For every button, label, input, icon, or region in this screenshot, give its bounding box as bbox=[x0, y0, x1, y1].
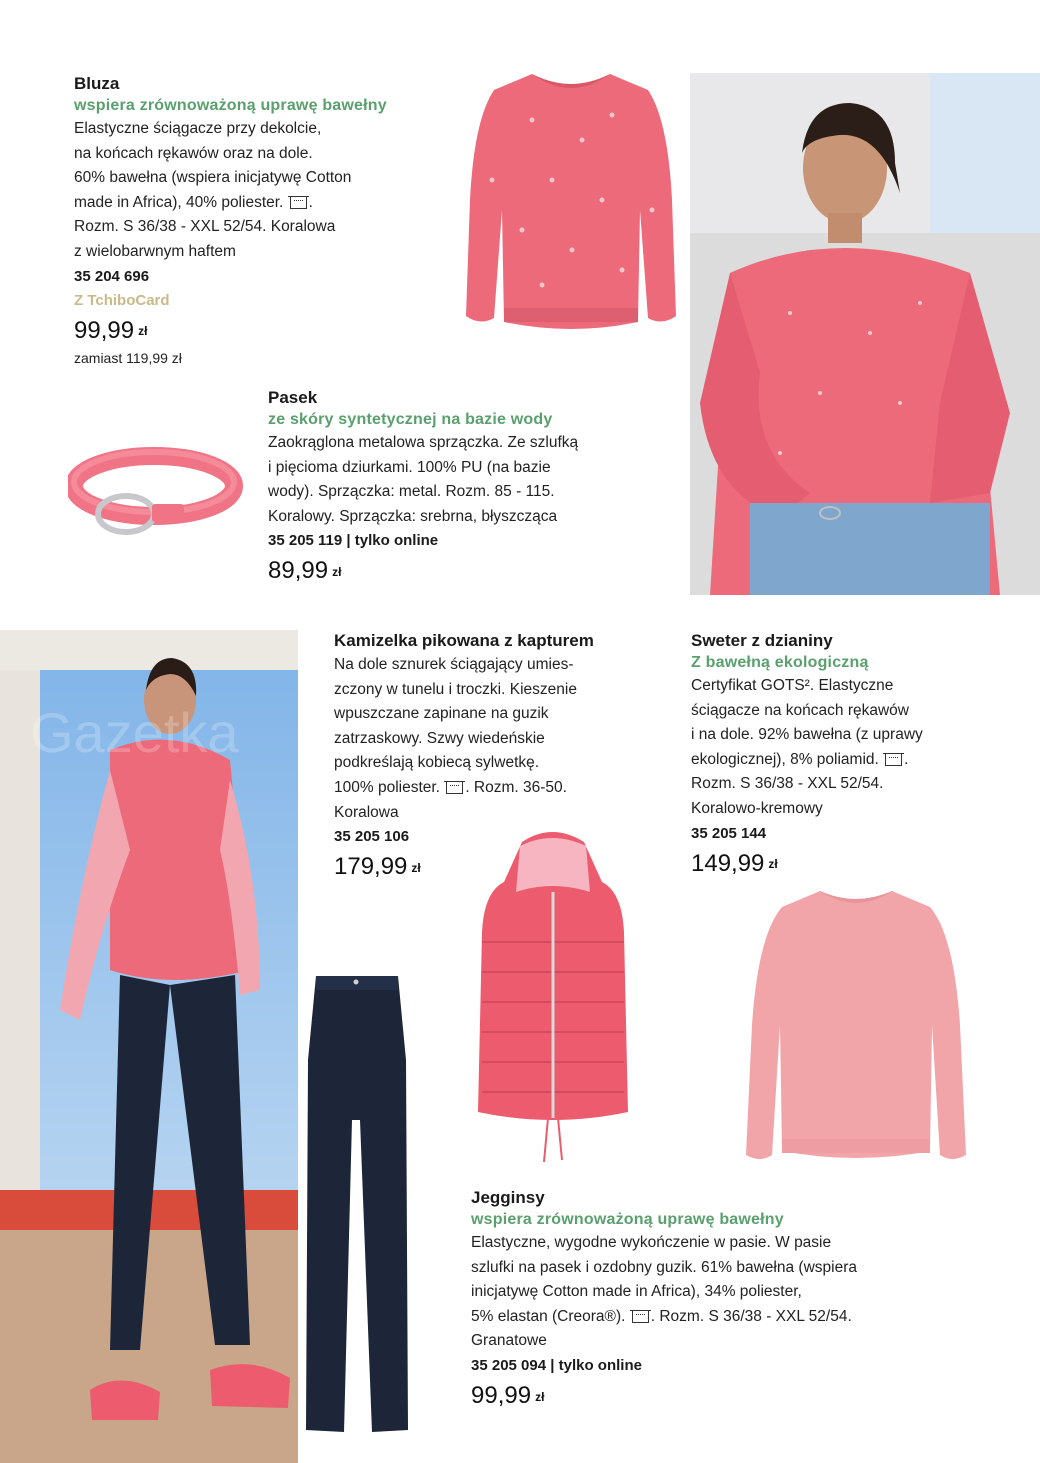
vest-image bbox=[472, 822, 634, 1172]
tchibocard-label: Z TchiboCard bbox=[74, 291, 170, 309]
article-number: 35 205 106 bbox=[334, 828, 410, 846]
product-description: Certyfikat GOTS². Elastyczne ściągacze na końcach rękawów i na dole. 92% bawełna (z uprawy ekologicznej), 8% poliamid. . Rozm. S 36/38 - XXL 52/54. Koralowo-kremowy bbox=[691, 677, 923, 817]
article-number: 35 205 119 | tylko online bbox=[268, 532, 439, 550]
product-subtitle: Z bawełną ekologiczną bbox=[691, 654, 869, 671]
product-title: Kamizelka pikowana z kapturem bbox=[334, 631, 594, 650]
wash-icon bbox=[290, 196, 307, 209]
product-jegginsy bbox=[471, 1187, 991, 1413]
price: 179,99 zł bbox=[334, 853, 421, 881]
sweatshirt-image bbox=[462, 60, 680, 342]
product-title: Sweter z dzianiny bbox=[691, 631, 833, 650]
watermark-text: Gazetka bbox=[30, 701, 239, 764]
article-number: 35 204 696 bbox=[74, 267, 150, 285]
product-pasek bbox=[268, 387, 668, 588]
article-number: 35 205 094 | tylko online bbox=[471, 1356, 642, 1374]
product-description: Elastyczne ściągacze przy dekolcie, na końcach rękawów oraz na dole. 60% bawełna (wspiera inicjatywę Cotton made in Africa), 40% poliester. . Rozm. S 36/38 - XXL 52/54. Koralowa z wielobarwnym haftem bbox=[74, 120, 352, 260]
price: 149,99 zł bbox=[691, 849, 778, 877]
product-subtitle: wspiera zrównoważoną uprawę bawełny bbox=[74, 97, 387, 114]
wash-icon bbox=[446, 781, 463, 794]
product-bluza bbox=[74, 73, 464, 369]
price: 89,99 zł bbox=[268, 557, 342, 585]
product-description: Na dole sznurek ściągający umies- zczony w tunelu i troczki. Kieszenie wpuszczane zapinane na guzik zatrzaskowy. Szwy wiedeńskie podkreślają kobiecą sylwetkę. 100% poliester. . Rozm. 36-50. Koralowa bbox=[334, 656, 577, 821]
product-description: Elastyczne, wygodne wykończenie w pasie. W pasie szlufki na pasek i ozdobny guzik. 61% bawełna (wspiera inicjatywę Cotton made in Africa), 34% poliester, 5% elastan (Creora®). . Rozm. S 36/38 - XXL 52/54. Granatowe bbox=[471, 1234, 857, 1350]
wash-icon bbox=[632, 1310, 649, 1323]
product-title: Bluza bbox=[74, 74, 120, 93]
article-number: 35 205 144 bbox=[691, 824, 767, 842]
product-subtitle: wspiera zrównoważoną uprawę bawełny bbox=[471, 1211, 784, 1228]
model-vest-photo bbox=[0, 630, 298, 1463]
product-description: Zaokrąglona metalowa sprzączka. Ze szlufką i pięcioma dziurkami. 100% PU (na bazie wody). Sprzączka: metal. Rozm. 85 - 115. Koralowy. Sprzączka: srebrna, błyszcząca bbox=[268, 434, 579, 525]
price: 99,99 zł bbox=[471, 1381, 545, 1409]
sweater-image bbox=[740, 885, 972, 1175]
belt-image bbox=[68, 440, 244, 548]
product-title: Jegginsy bbox=[471, 1188, 545, 1207]
product-title: Pasek bbox=[268, 388, 318, 407]
old-price: zamiast 119,99 zł bbox=[74, 350, 182, 367]
wash-icon bbox=[885, 753, 902, 766]
product-sweter bbox=[691, 630, 1021, 880]
product-subtitle: ze skóry syntetycznej na bazie wody bbox=[268, 411, 553, 428]
model-sweatshirt-photo bbox=[690, 73, 1040, 595]
jeggings-image bbox=[294, 970, 422, 1440]
price: 99,99 zł bbox=[74, 316, 148, 344]
